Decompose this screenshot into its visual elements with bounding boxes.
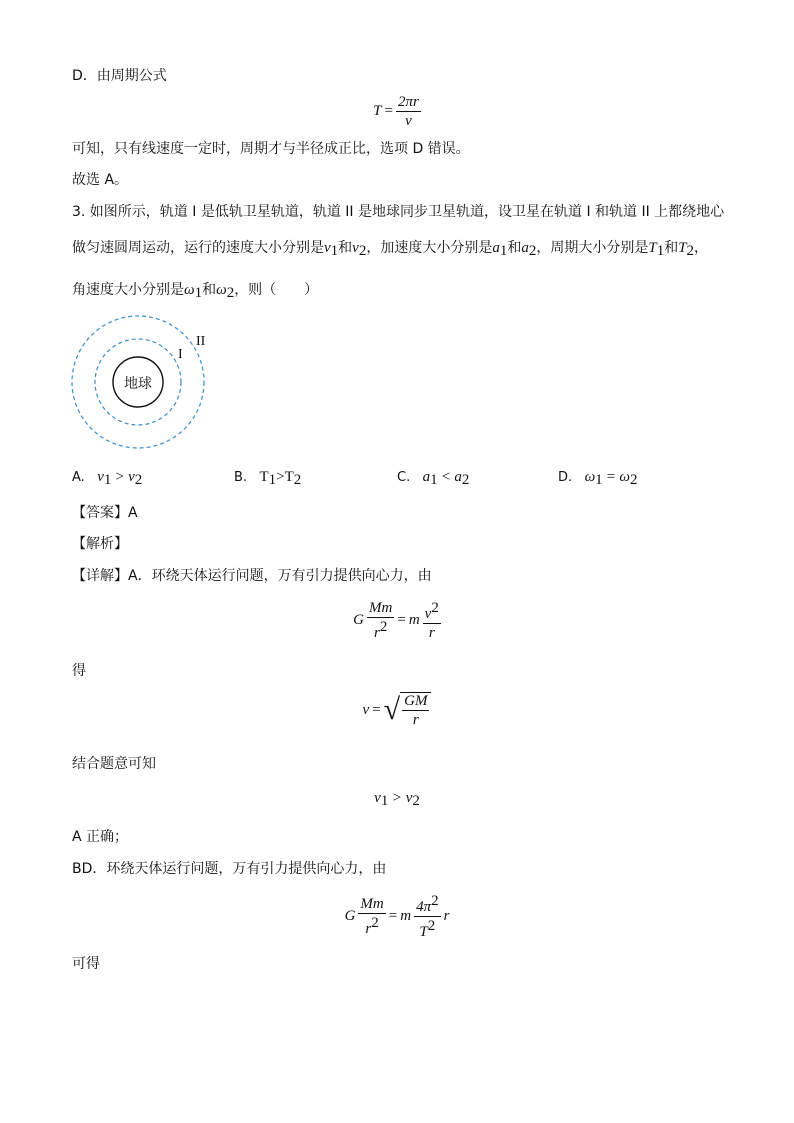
fraction-denominator: v xyxy=(405,113,412,129)
fraction-denominator: $T^2$ xyxy=(419,918,436,940)
question-3-line-3 xyxy=(72,280,318,303)
formula-fraction xyxy=(367,600,394,641)
text-de: 得 xyxy=(72,663,86,679)
math-v2: $v_2$ xyxy=(352,240,367,259)
formula-gravity-velocity xyxy=(0,600,794,641)
option-operator: = xyxy=(606,469,616,485)
fraction-denominator: $r^2$ xyxy=(365,915,379,937)
math-a1: $a_1$ xyxy=(492,240,508,259)
question-3-line-2 xyxy=(72,238,708,261)
text-span: 角速度大小分别是 xyxy=(72,282,184,298)
formula-operator: = xyxy=(384,103,393,119)
fraction-numerator: Mm xyxy=(369,600,393,616)
formula-symbol: v xyxy=(362,701,370,718)
option-sub: 2 xyxy=(293,472,302,488)
text-d-conclusion: 可知，只有线速度一定时，周期才与半径成正比，选项 D 错误。 xyxy=(72,141,470,157)
option-sub: 2 xyxy=(461,472,470,488)
formula-symbol: v xyxy=(405,790,413,806)
orbit-diagram xyxy=(66,312,216,452)
option-sub: 2 xyxy=(630,472,638,488)
formula-period xyxy=(0,94,794,129)
option-rhs: a xyxy=(454,469,462,485)
formula-symbol: v xyxy=(374,790,381,806)
formula-fraction xyxy=(414,893,441,940)
formula-operator: = xyxy=(397,612,406,628)
math-T1: $T_1$ xyxy=(648,240,665,259)
detail-a: 【详解】A．环绕天体运行问题，万有引力提供向心力，由 xyxy=(72,568,432,584)
text-span: ， xyxy=(694,240,709,256)
orbit-1-label: I xyxy=(178,347,183,362)
text-span: 和 xyxy=(338,240,353,256)
fraction-denominator: $r^2$ xyxy=(374,619,388,641)
answer-label: 【答案】A xyxy=(72,505,138,521)
option-operator: > xyxy=(276,469,285,485)
earth-label: 地球 xyxy=(124,376,152,392)
formula-symbol: G xyxy=(353,612,365,628)
fraction-denominator: r xyxy=(412,712,419,728)
text-span: 和 xyxy=(507,240,522,256)
fraction-numerator: Mm xyxy=(360,896,384,912)
text-bd: BD．环绕天体运行问题，万有引力提供向心力，由 xyxy=(72,861,387,877)
formula-fraction xyxy=(358,896,385,937)
fraction-numerator: $v^2$ xyxy=(424,600,439,622)
text-combine: 结合题意可知 xyxy=(72,756,156,772)
option-lhs: a xyxy=(422,469,431,485)
formula-symbol: T xyxy=(373,103,382,119)
formula-v-compare: $v_1 > v_2$ xyxy=(374,790,420,809)
formula-operator: = xyxy=(388,908,398,924)
option-lhs: v xyxy=(97,469,104,485)
formula-fraction xyxy=(396,94,421,129)
text-span: 和 xyxy=(202,282,217,298)
option-rhs: ω xyxy=(619,469,630,485)
text-choose: 故选 A。 xyxy=(72,172,129,188)
formula-velocity xyxy=(0,692,794,728)
option-b[interactable] xyxy=(234,469,301,489)
math-a2: $a_2$ xyxy=(521,240,537,259)
option-letter: D. xyxy=(558,470,573,485)
formula-gravity-period xyxy=(0,893,794,940)
option-operator: > xyxy=(115,469,124,485)
text-a-correct: A 正确； xyxy=(72,829,129,845)
text-kede: 可得 xyxy=(72,956,100,972)
option-letter: C. xyxy=(397,470,411,485)
formula-fraction xyxy=(423,600,441,641)
option-a[interactable] xyxy=(72,469,142,489)
sqrt-expression: √ $\frac{GM}{r}$ xyxy=(384,692,432,728)
fraction-numerator: GM xyxy=(404,693,428,709)
option-letter: B. xyxy=(234,470,248,485)
option-sub: 2 xyxy=(134,472,143,488)
orbit-2-label: II xyxy=(196,334,206,349)
option-d[interactable] xyxy=(558,469,638,489)
math-w1: $\omega_1$ xyxy=(184,282,203,301)
formula-fraction xyxy=(402,693,429,728)
math-v1: $v_1$ xyxy=(324,240,339,259)
formula-symbol: m xyxy=(408,612,420,628)
option-sub: 1 xyxy=(595,472,603,488)
text-span: 做匀速圆周运动，运行的速度大小分别是 xyxy=(72,240,324,256)
option-sub: 1 xyxy=(268,472,277,488)
math-w2: $\omega_2$ xyxy=(216,282,235,301)
formula-symbol: r xyxy=(443,908,450,924)
option-rhs: T xyxy=(284,469,294,485)
math-T2: $T_2$ xyxy=(678,240,695,259)
fraction-denominator: r xyxy=(428,625,435,641)
text-span: 和 xyxy=(664,240,679,256)
option-sub: 1 xyxy=(103,472,112,488)
option-lhs: T xyxy=(259,469,269,485)
formula-symbol: m xyxy=(400,908,412,924)
formula-operator: = xyxy=(372,701,381,718)
option-sub: 1 xyxy=(430,472,438,488)
option-rhs: v xyxy=(128,469,135,485)
formula-symbol: G xyxy=(344,908,356,924)
formula-operator: > xyxy=(392,790,402,806)
option-letter: A. xyxy=(72,470,85,485)
fraction-numerator: $4\pi^2$ xyxy=(416,893,439,915)
text-span: ，周期大小分别是 xyxy=(536,240,649,256)
text-span: ，加速度大小分别是 xyxy=(366,240,493,256)
analysis-label: 【解析】 xyxy=(72,536,128,552)
option-lhs: ω xyxy=(584,469,596,485)
text-d-head: D．由周期公式 xyxy=(72,68,167,84)
text-span: ，则（ ） xyxy=(234,282,319,298)
question-3-line-1: 3. 如图所示，轨道 I 是低轨卫星轨道，轨道 II 是地球同步卫星轨道，设卫星在轨道 I 和轨道 II 上都绕地心 xyxy=(72,204,725,220)
fraction-numerator: 2πr xyxy=(397,94,419,110)
option-c[interactable] xyxy=(397,469,469,489)
option-operator: < xyxy=(441,469,451,485)
